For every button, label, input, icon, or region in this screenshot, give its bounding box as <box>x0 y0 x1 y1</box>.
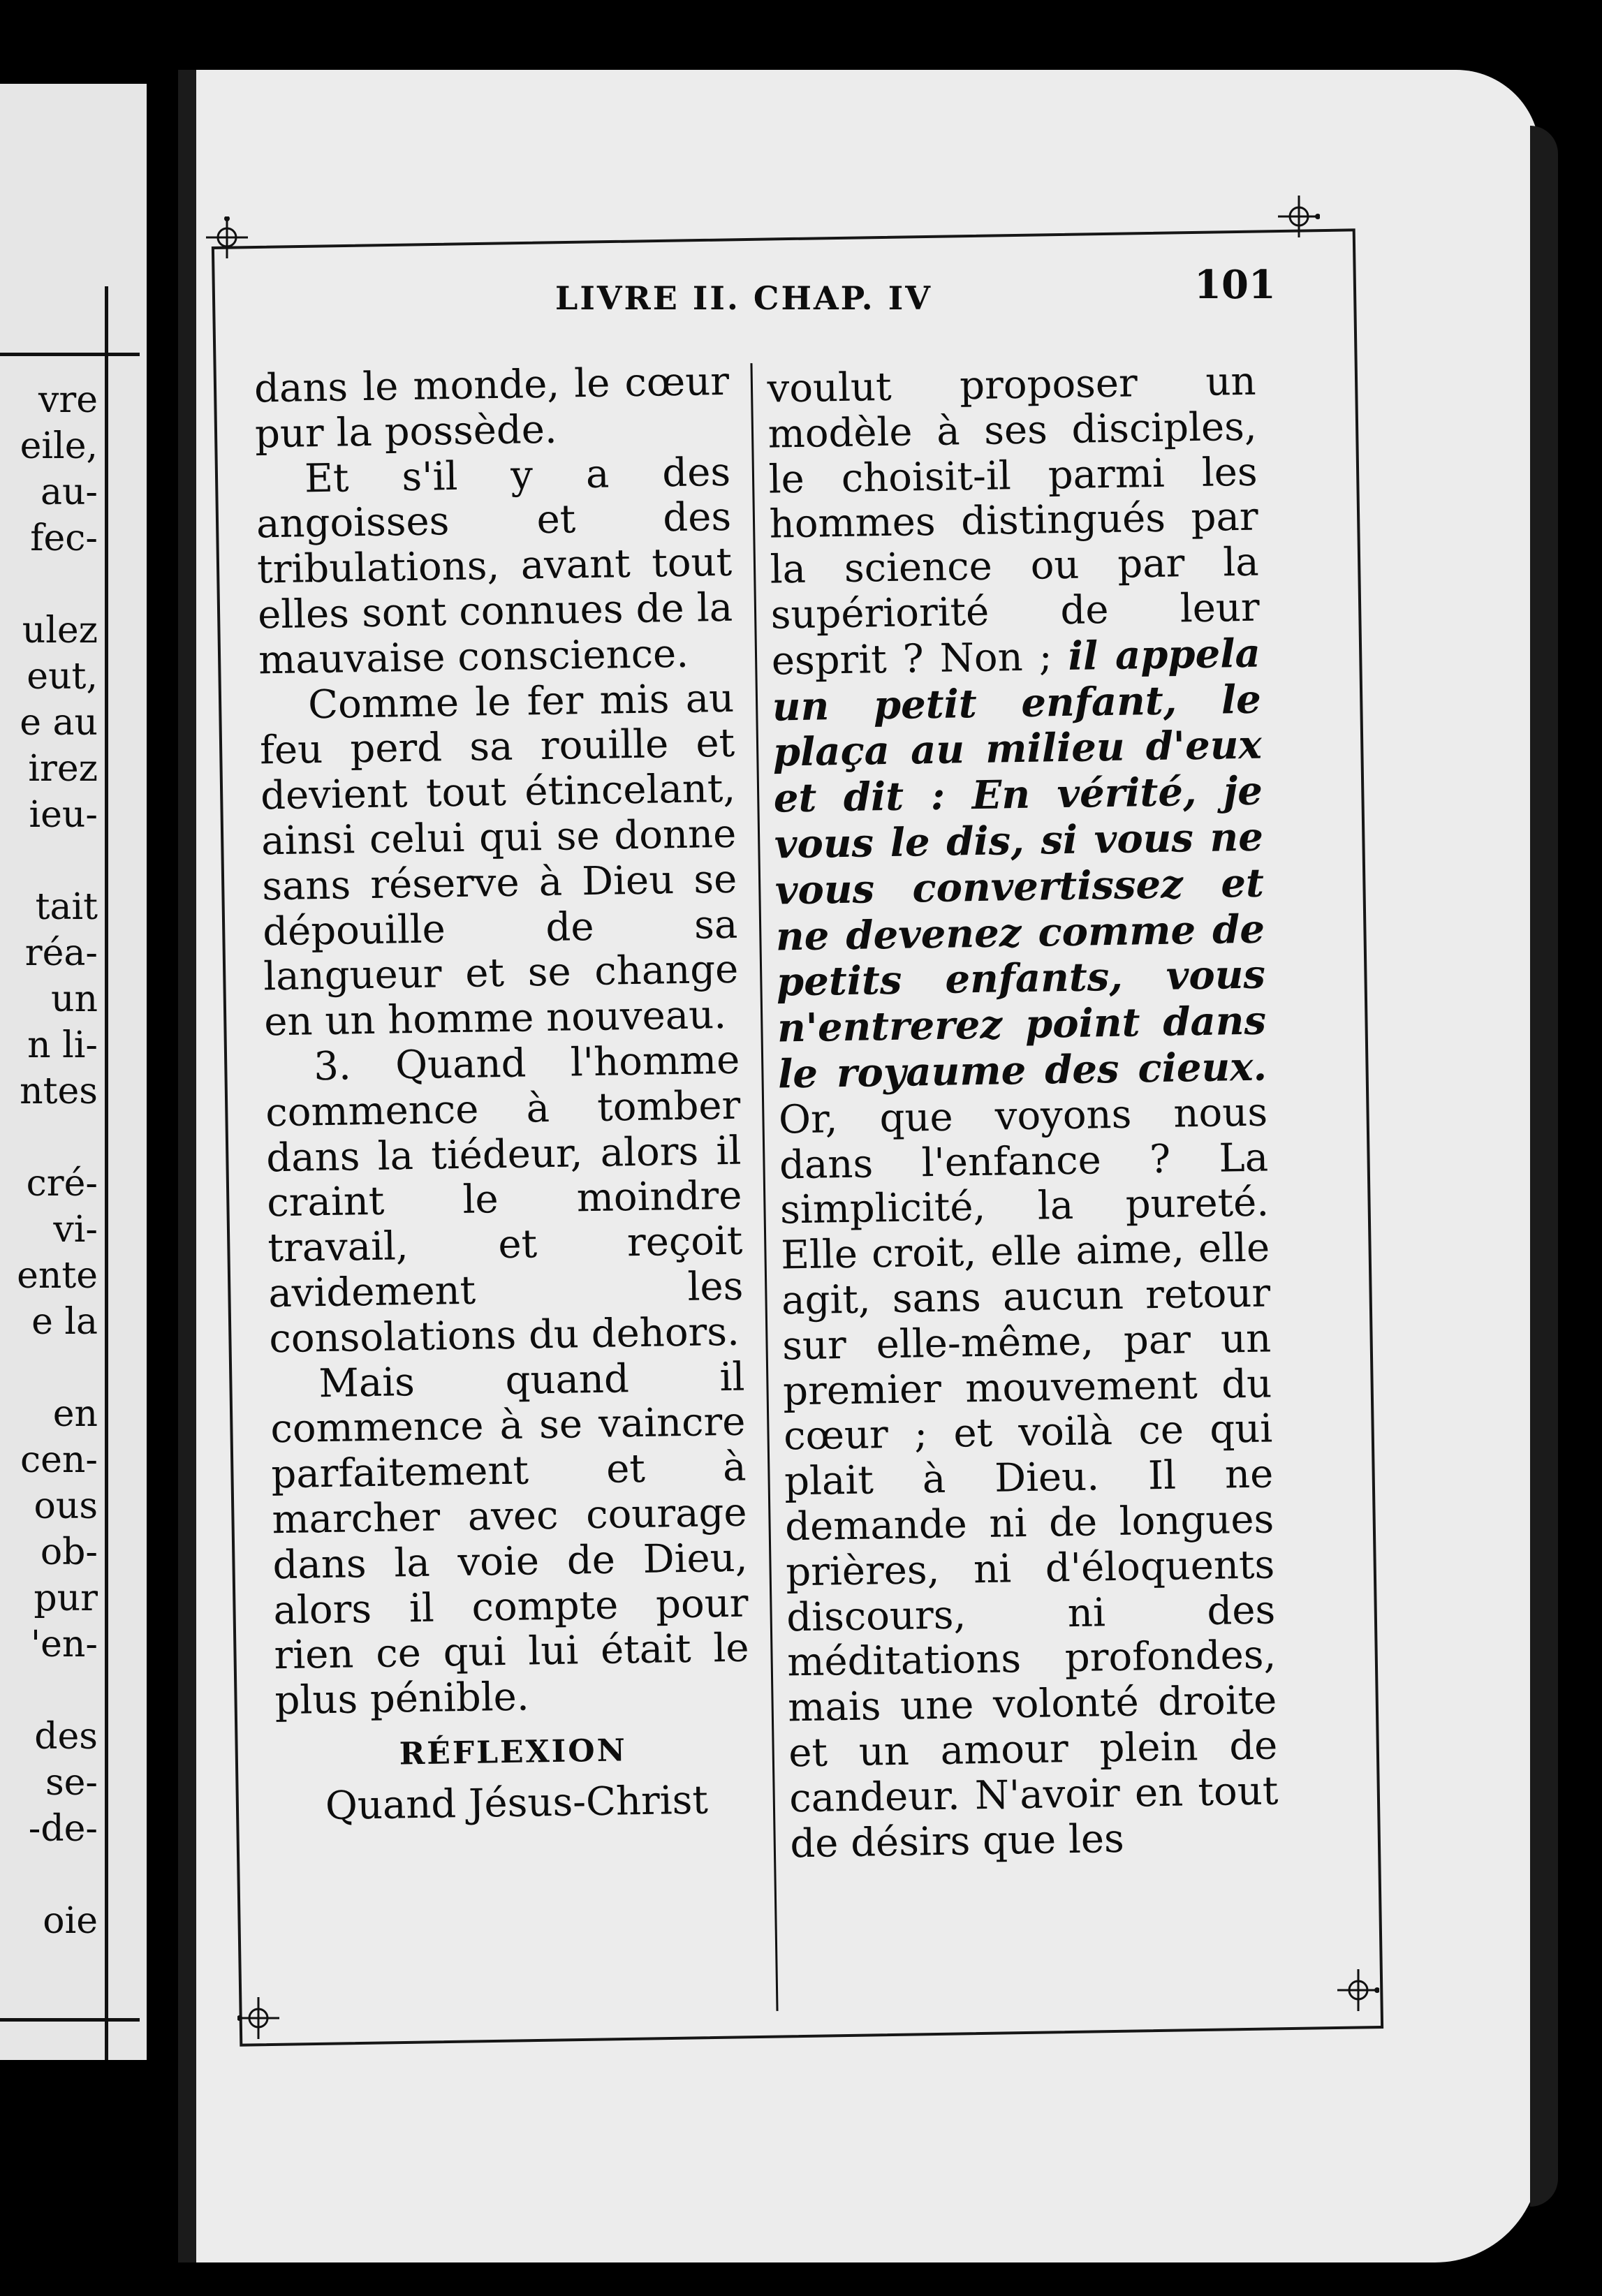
paragraph-text: voulut proposer un modèle à ses disciples, le choisit-il parmi les hommes distingués par la science ou par la supériorité de leur esprit ? Non ; <box>767 358 1261 684</box>
left-page-line: se- <box>45 1762 98 1804</box>
left-page-text-fragments <box>0 377 98 1944</box>
running-head: LIVRE II. CHAP. IV <box>555 279 932 317</box>
left-page-line: ulez <box>22 610 98 652</box>
left-page-line: irez <box>28 748 98 790</box>
left-page-frame-rule <box>105 286 108 2060</box>
left-page-line: eile, <box>20 425 98 467</box>
left-page-line: vre <box>38 379 98 421</box>
left-page-line: eut, <box>27 656 98 698</box>
paragraph: dans le monde, le cœur pur la possède. <box>253 358 730 457</box>
left-page-line: tait <box>35 886 98 928</box>
left-page-line: réa- <box>24 932 98 974</box>
left-page-line <box>0 1668 98 1714</box>
left-page-line <box>0 1345 98 1391</box>
page-edge-shadow <box>1530 126 1558 2207</box>
left-page-line <box>0 838 98 884</box>
corner-ornament-bottom-right <box>1337 1969 1379 2011</box>
left-page-line: e au <box>20 702 98 744</box>
corner-ornament-top-left <box>206 216 248 258</box>
left-page-line: vi- <box>53 1209 98 1251</box>
facing-page-left <box>0 84 147 2060</box>
left-page-line: cré- <box>26 1163 98 1205</box>
italic-quotation: il appela un petit enfant, le plaça au milieu d'eux et dit : En vérité, je vous le dis, si vous ne vous convertissez et ne devenez comme de petits enfants, vous n'entrerez point dans le royaume des cieux. <box>772 630 1267 1098</box>
left-page-line: oie <box>43 1900 98 1942</box>
left-page-line: ob- <box>40 1531 98 1573</box>
left-page-line: n li- <box>27 1024 98 1066</box>
left-page-bottom-rule <box>0 2018 140 2022</box>
paragraph: Comme le fer mis au feu perd sa rouille et devient tout étincelant, ainsi celui qui se donne sans réserve à Dieu se dépouille de sa langueur et se change en un homme nouveau. <box>259 675 739 1045</box>
left-page-line: fec- <box>30 517 98 559</box>
left-page-line: un <box>51 978 98 1020</box>
paragraph-text: Or, que voyons nous dans l'enfance ? La simplicité, la pureté. Elle croit, elle aime, elle agit, sans aucun retour sur elle-même, par un premier mouvement du cœur ; et voilà ce qui plait à Dieu. Il ne demande ni de longues prières, ni d'éloquents discours, ni des méditations profondes, mais une volonté droite et un amour plein de candeur. N'avoir en tout de désirs que les <box>778 1089 1279 1867</box>
left-page-line: des <box>34 1716 98 1758</box>
left-page-line: en <box>52 1393 98 1435</box>
book-page <box>178 70 1540 2262</box>
page-number: 101 <box>1194 262 1276 308</box>
left-page-line: e la <box>31 1301 98 1343</box>
paragraph: 3. Quand l'homme commence à tomber dans la tiédeur, alors il craint le moindre travail, et reçoit avidement les consolations du dehors. <box>265 1037 744 1362</box>
text-column-left <box>254 360 752 1830</box>
left-page-line <box>0 561 98 608</box>
left-page-line: cen- <box>20 1439 98 1481</box>
text-column-right <box>767 360 1279 1867</box>
paragraph: Mais quand il commence à se vaincre parfaitement et à marcher avec courage dans la voie de Dieu, alors il compte pour rien ce qui lui était le plus pénible. <box>270 1354 750 1724</box>
left-page-line <box>0 1114 98 1161</box>
paragraph <box>767 360 1279 1867</box>
left-page-line <box>0 1852 98 1898</box>
left-page-line: 'en- <box>30 1624 98 1665</box>
paragraph: Et s'il y a des angoisses et des tribulations, avant tout elles sont connues de la mauvaise conscience. <box>256 449 733 684</box>
left-page-line: ntes <box>20 1070 98 1112</box>
section-heading: RÉFLEXION <box>399 1732 628 1772</box>
left-page-top-rule <box>0 353 140 356</box>
left-page-line: pur <box>34 1577 98 1619</box>
left-page-line: -de- <box>28 1808 98 1850</box>
left-page-line: ente <box>17 1255 98 1297</box>
left-page-line: ous <box>34 1485 98 1527</box>
left-page-line: ieu- <box>29 794 98 836</box>
corner-ornament-top-right <box>1278 196 1320 237</box>
paragraph: Quand Jésus-Christ <box>325 1777 709 1829</box>
corner-ornament-bottom-left <box>237 1997 279 2039</box>
left-page-line: au- <box>40 471 98 513</box>
